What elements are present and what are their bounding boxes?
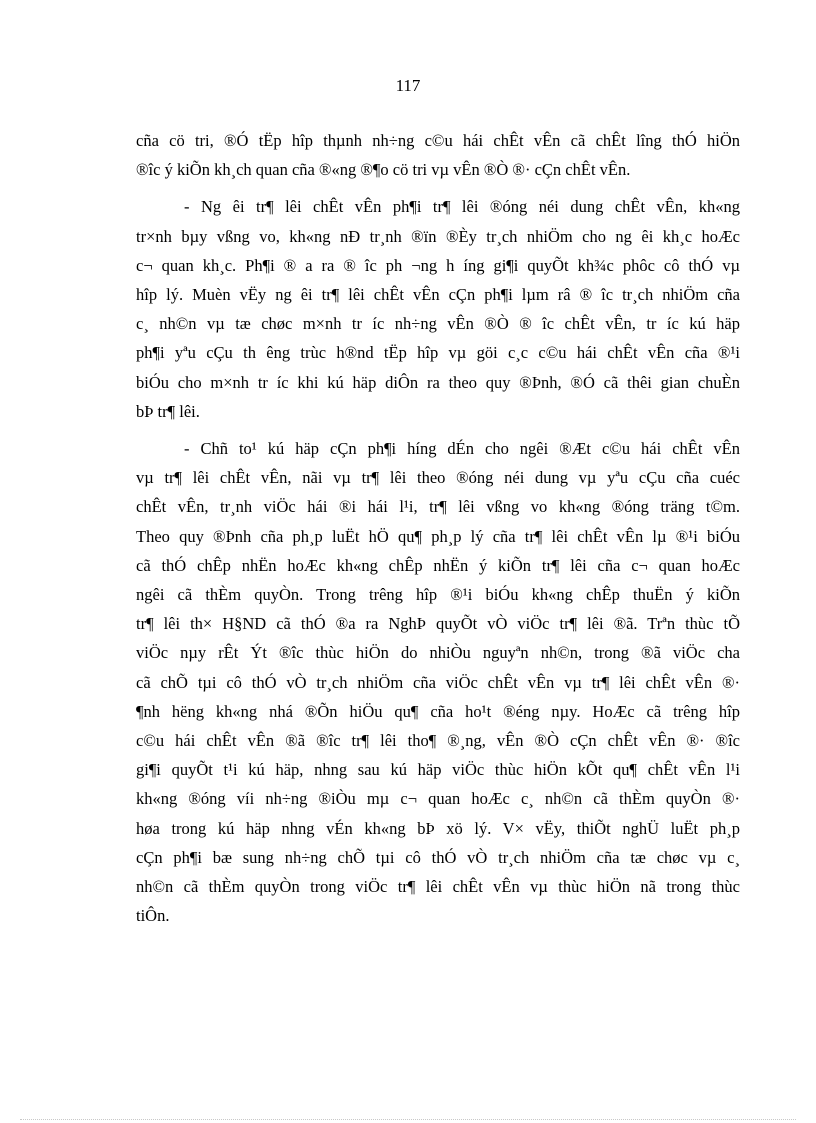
text-line: c¬ quan kh¸c. Ph¶i ® a ra ® îc ph ¬ng h íng gi¶i quyÕt kh¾c phôc cô thÓ vµ bbox=[136, 255, 740, 275]
text-line: høa trong kú häp nhng vÉn kh«ng bÞ xö lý. V× vËy, thiÕt nghÜ luËt ph¸p bbox=[136, 818, 740, 838]
text-line: bÞ tr¶ lêi. bbox=[136, 401, 200, 421]
text-line: hîp lý. Muèn vËy ng êi tr¶ lêi chÊt vÊn cÇn ph¶i lµm râ ® îc tr¸ch nhiÖm cña bbox=[136, 285, 740, 305]
text-line: vµ tr¶ lêi chÊt vÊn, nãi vµ tr¶ lêi theo ®óng néi dung vµ yªu cÇu cña cuéc bbox=[136, 468, 740, 488]
text-line: biÓu cho m×nh tr íc khi kú häp diÔn ra theo quy ®Þnh, ®Ó cã thêi gian chuÈn bbox=[136, 372, 740, 392]
text-line: cã thÓ chÊp nhËn hoÆc kh«ng chÊp nhËn ý kiÕn tr¶ lêi cña c¬ quan hoÆc bbox=[136, 555, 740, 575]
text-line: chÊt vÊn, tr¸nh viÖc hái ®i hái l¹i, tr¶ lêi vßng vo kh«ng ®óng träng t©m. bbox=[136, 497, 740, 517]
text-line: - Chñ to¹ kú häp cÇn ph¶i híng dÉn cho ngêi ®Æt c©u hái chÊt vÊn bbox=[184, 439, 740, 459]
footer-rule bbox=[20, 1119, 796, 1120]
text-line: kh«ng ®óng víi nh÷ng ®iÒu mµ c¬ quan hoÆc c¸ nh©n cã thÈm quyÒn ®· bbox=[136, 789, 740, 809]
text-line: viÖc nµy rÊt Ýt ®îc thùc hiÖn do nhiÒu nguyªn nh©n, trong ®ã viÖc cha bbox=[136, 643, 740, 663]
text-line: nh©n cã thÈm quyÒn trong viÖc tr¶ lêi chÊt vÊn vµ thùc hiÖn nã trong thùc bbox=[136, 877, 740, 897]
paragraph bbox=[136, 434, 740, 930]
text-line: cÇn ph¶i bæ sung nh÷ng chÕ tµi cô thÓ vÒ tr¸ch nhiÖm cña tæ chøc vµ c¸ bbox=[136, 847, 740, 867]
text-line: ngêi cã thÈm quyÒn. Trong trêng hîp ®¹i biÓu kh«ng chÊp thuËn ý kiÕn bbox=[136, 585, 740, 605]
text-line: tr×nh bµy vßng vo, kh«ng nÐ tr¸nh ®ïn ®Èy tr¸ch nhiÖm cho ng êi kh¸c hoÆc bbox=[136, 226, 740, 246]
text-line: cña cö tri, ®Ó tËp hîp thµnh nh÷ng c©u hái chÊt vÊn cã chÊt lîng thÓ hiÖn bbox=[136, 131, 740, 150]
page-number: 117 bbox=[395, 76, 421, 95]
text-line: tr¶ lêi th× H§ND cã thÓ ®a ra NghÞ quyÕt vÒ viÖc tr¶ lêi ®ã. Trªn thùc tÕ bbox=[136, 614, 740, 634]
text-line: - Ng êi tr¶ lêi chÊt vÊn ph¶i tr¶ lêi ®óng néi dung chÊt vÊn, kh«ng bbox=[184, 197, 740, 217]
text-line: c©u hái chÊt vÊn ®ã ®îc tr¶ lêi tho¶ ®¸ng, vÊn ®Ò cÇn chÊt vÊn ®· ®îc bbox=[136, 731, 740, 751]
text-line: tiÔn. bbox=[136, 906, 170, 926]
body-text bbox=[136, 126, 740, 930]
paragraph bbox=[136, 126, 740, 184]
text-line: c¸ nh©n vµ tæ chøc m×nh tr íc nh÷ng vÊn ®Ò ® îc chÊt vÊn, tr íc kú häp bbox=[136, 314, 740, 334]
text-line: ®îc ý kiÕn kh¸ch quan cña ®«ng ®¶o cö tri vµ vÊn ®Ò ®· cÇn chÊt vÊn. bbox=[136, 160, 631, 180]
text-line: ¶nh hëng kh«ng nhá ®Õn hiÖu qu¶ cña ho¹t ®éng nµy. HoÆc cã trêng hîp bbox=[136, 701, 740, 721]
text-line: cã chÕ tµi cô thÓ vÒ tr¸ch nhiÖm cña viÖc chÊt vÊn vµ tr¶ lêi chÊt vÊn ®· bbox=[136, 672, 740, 692]
text-line: gi¶i quyÕt t¹i kú häp, nhng sau kú häp viÖc thùc hiÖn kÕt qu¶ chÊt vÊn l¹i bbox=[136, 760, 740, 780]
text-line: Theo quy ®Þnh cña ph¸p luËt hÖ qu¶ ph¸p lý cña tr¶ lêi chÊt vÊn lµ ®¹i biÓu bbox=[136, 526, 740, 546]
text-line: ph¶i yªu cÇu th êng trùc h®nd tËp hîp vµ göi c¸c c©u hái chÊt vÊn cña ®¹i bbox=[136, 343, 740, 363]
paragraph bbox=[136, 192, 740, 426]
